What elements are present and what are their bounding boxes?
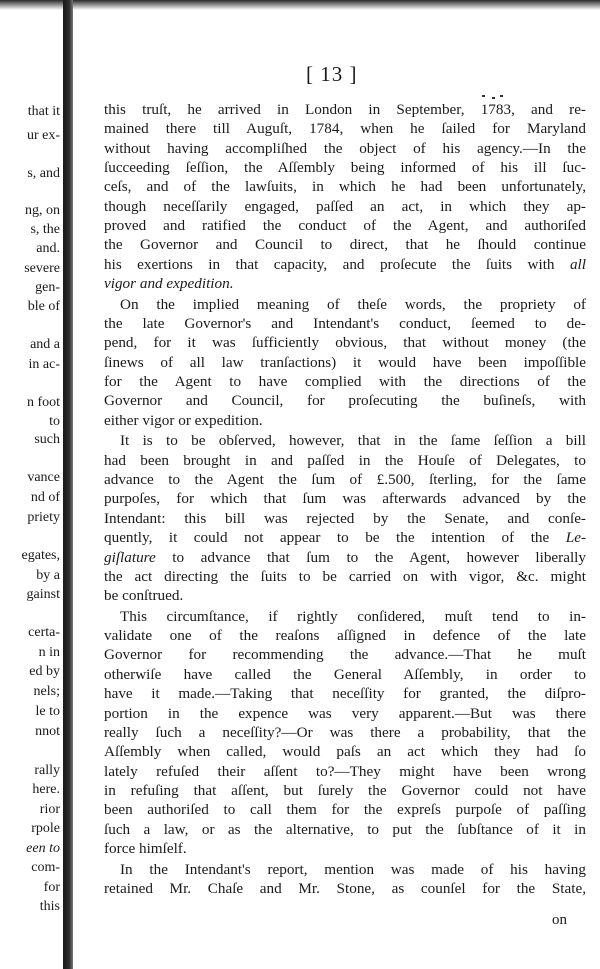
ink-speck <box>482 95 485 97</box>
text-line: portion in the expence was very apparent.—But was there <box>104 704 586 722</box>
text-line: mained there till Auguſt, 1784, when he ſailed for Maryland <box>104 120 586 138</box>
margin-fragment-line: ble of <box>27 299 60 314</box>
text-line: ſucceeding ſeſſion, the Aſſembly being informed of his ill ſuc- <box>104 159 586 177</box>
text-line: have it made.—Taking that neceſſity for granted, the diſpro- <box>104 685 586 703</box>
margin-fragment-line: com- <box>31 860 60 875</box>
text-line: in refuſing that aſſent, but ſurely the Governor could not have <box>104 781 586 799</box>
margin-fragment-line: ng, on <box>25 203 60 218</box>
text-line: either vigor or expedition. <box>104 411 263 429</box>
text-line: the Governor and Council to direct, that he ſhould continue <box>104 236 586 254</box>
text-line: the late Governor's and Intendant's conduct, ſeemed to de- <box>104 315 586 332</box>
text-line: Governor and Council, for proſecuting the buſineſs, with <box>104 392 586 410</box>
text-line: this truſt, he arrived in London in September, 1783, and re- <box>104 101 586 118</box>
margin-fragment-line: priety <box>27 510 60 525</box>
text-line: had been brought in and paſſed in the Houſe of Delegates, to <box>104 451 586 469</box>
margin-fragment-line: nd of <box>30 490 60 505</box>
text-line: been authoriſed to call them for the expreſs purpoſe of paſſing <box>104 801 586 819</box>
text-line: force himſelf. <box>104 839 187 857</box>
margin-fragment-line: and a <box>30 337 60 352</box>
text-line: his exertions in that capacity, and proſecute the ſuits with all <box>104 255 586 273</box>
margin-fragment-line: certa- <box>28 625 60 640</box>
margin-fragment-line: rpole <box>31 821 60 836</box>
text-line: proved and ratified the conduct of the Agent, and authoriſed <box>104 217 586 235</box>
text-line: quently, it could not appear to be the intention of the Le- <box>104 529 586 547</box>
page-top-shadow <box>0 0 600 10</box>
margin-fragment-line: s, and <box>27 166 60 181</box>
margin-fragment-line: egates, <box>21 548 60 563</box>
text-line: In the Intendant's report, mention was made of his having <box>120 860 586 878</box>
text-line: vigor and expedition. <box>104 275 234 293</box>
text-line: ceſs, and of the lawſuits, in which he had been unfortunately, <box>104 178 586 196</box>
margin-fragment-line: for <box>43 880 60 895</box>
margin-fragment-line: that it <box>27 104 60 119</box>
margin-fragment-line: severe <box>24 261 60 276</box>
margin-fragment-line: nnot <box>35 724 60 739</box>
text-line: really ſuch a neceſſity?—Or was there a probability, that the <box>104 723 586 741</box>
margin-fragment-line: gainst <box>26 587 60 602</box>
margin-fragment-line: ur ex- <box>26 128 60 143</box>
text-line: This circumſtance, if rightly conſidered, muſt tend to in- <box>120 607 586 625</box>
margin-fragment-line: and. <box>36 241 60 256</box>
margin-fragment-line: n in <box>38 645 60 660</box>
text-line: retained Mr. Chaſe and Mr. Stone, as counſel for the State, <box>104 879 586 897</box>
margin-fragment-line: n foot <box>26 395 60 410</box>
text-line: On the implied meaning of theſe words, the propriety of <box>120 295 586 313</box>
text-line: purpoſes, for which that ſum was afterwards advanced by the <box>104 490 586 508</box>
margin-fragment-line: een to <box>26 841 60 856</box>
text-line: Governor for recommending the advance.—That he muſt <box>104 646 586 664</box>
ink-speck <box>500 95 503 97</box>
margin-fragment-line: ed by <box>29 664 60 679</box>
margin-fragment-line: vance <box>27 470 60 485</box>
text-line: ſuch a law, or as the alternative, to put the ſubſtance of it in <box>104 820 586 838</box>
text-line: without having accompliſhed the object of his agency.—In the <box>104 139 586 157</box>
margin-fragment-line: here. <box>32 782 60 797</box>
book-gutter <box>63 0 73 969</box>
text-line: for the Agent to have complied with the directions of the <box>104 373 586 391</box>
text-line: lately refuſed their aſſent to?—They might have been wrong <box>104 762 586 780</box>
margin-fragment-line: by a <box>36 568 60 583</box>
text-line: be conſtrued. <box>104 587 184 605</box>
text-line: the act directing the ſuits to be carried on with vigor, &c. might <box>104 567 586 585</box>
margin-fragment-line: rally <box>34 763 60 778</box>
text-line: otherwiſe have called the General Aſſembly, in order to <box>104 665 586 683</box>
margin-fragment-line: gen- <box>35 280 60 295</box>
margin-fragment-line: in ac- <box>28 357 60 372</box>
text-line: giſlature to advance that ſum to the Agent, however liberally <box>104 548 586 566</box>
text-line: ſinews of all law tranſactions) it would have been impoſſible <box>104 353 586 371</box>
catchword: on <box>552 912 567 928</box>
margin-fragment-line: rior <box>39 802 60 817</box>
text-line: though neceſſarily engaged, paſſed an act, in which they ap- <box>104 197 586 215</box>
text-line: pend, for it was ſufficiently obvious, that without money (the <box>104 334 586 352</box>
margin-fragment-line: nels; <box>33 684 60 699</box>
text-line: Aſſembly when called, would paſs an act which they had ſo <box>104 743 586 761</box>
margin-fragment-line: le to <box>35 704 60 719</box>
margin-fragment-line: such <box>34 432 60 447</box>
margin-fragment-line: to <box>49 414 60 429</box>
ink-speck <box>492 97 495 99</box>
text-line: Intendant: this bill was rejected by the Senate, and conſe- <box>104 509 586 527</box>
text-line: validate one of the reaſons aſſigned in defence of the late <box>104 627 586 645</box>
text-line: advance to the Agent the ſum of £.500, ſterling, for the ſame <box>104 471 586 489</box>
margin-fragment-line: this <box>39 899 60 914</box>
text-line: It is to be obſerved, however, that in the ſame ſeſſion a bill <box>120 432 586 450</box>
facing-page-fragment <box>0 0 62 969</box>
margin-fragment-line: s, the <box>30 222 60 237</box>
page-number: [ 13 ] <box>306 62 358 86</box>
